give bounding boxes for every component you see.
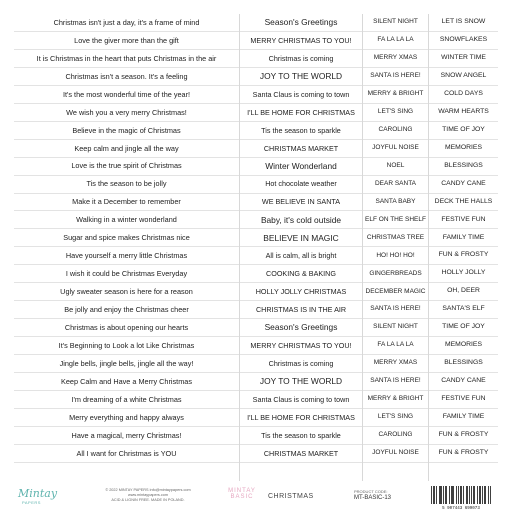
- medium-sticker: HOLLY JOLLY CHRISTMAS: [240, 283, 362, 301]
- footer: [0, 484, 512, 512]
- medium-sticker: All is calm, all is bright: [240, 247, 362, 265]
- short-sticker: FESTIVE FUN: [429, 391, 498, 409]
- small-sticker: ELF ON THE SHELF: [363, 211, 428, 229]
- barcode-bar: [431, 486, 432, 504]
- short-sticker: MEMORIES: [429, 140, 498, 158]
- small-sticker: MERRY & BRIGHT: [363, 391, 428, 409]
- product-code-label: PRODUCT CODE:: [354, 489, 388, 494]
- small-sticker: LET'S SING: [363, 409, 428, 427]
- copyright-line: ACID & LIGNIN FREE. MADE IN POLAND.: [111, 498, 185, 502]
- mintay-logo: Mintay: [18, 487, 58, 500]
- brand-line: BASIC: [230, 494, 254, 500]
- barcode-bar: [449, 486, 450, 504]
- phrase-sticker: We wish you a very merry Christmas!: [14, 104, 239, 122]
- barcode-bar: [446, 486, 447, 504]
- medium-sticker: Christmas is coming: [240, 355, 362, 373]
- phrase-sticker: Make it a December to remember: [14, 194, 239, 212]
- medium-sticker: CHRISTMAS MARKET: [240, 140, 362, 158]
- medium-phrases-column: [240, 14, 363, 481]
- barcode: [430, 486, 492, 510]
- barcode-bar: [451, 486, 452, 504]
- short-sticker: SNOW ANGEL: [429, 68, 498, 86]
- phrase-sticker: Believe in the magic of Christmas: [14, 122, 239, 140]
- short-sticker: BLESSINGS: [429, 158, 498, 176]
- small-sticker: JOYFUL NOISE: [363, 445, 428, 463]
- barcode-bar: [441, 486, 442, 504]
- barcode-bar: [436, 486, 437, 504]
- phrase-sticker: It's the most wonderful time of the year!: [14, 86, 239, 104]
- collection-name: CHRISTMAS: [268, 493, 314, 500]
- short-sticker: COLD DAYS: [429, 86, 498, 104]
- medium-sticker: MERRY CHRISTMAS TO YOU!: [240, 337, 362, 355]
- short-sticker: FAMILY TIME: [429, 409, 498, 427]
- barcode-bar: [452, 486, 453, 504]
- short-sticker: FESTIVE FUN: [429, 211, 498, 229]
- barcode-bar: [485, 486, 486, 504]
- small-sticker: SILENT NIGHT: [363, 319, 428, 337]
- medium-sticker: COOKING & BAKING: [240, 265, 362, 283]
- barcode-bar: [473, 486, 474, 504]
- small-words-column: [363, 14, 429, 481]
- phrase-sticker: Christmas isn't a season. It's a feeling: [14, 68, 239, 86]
- short-sticker: SNOWFLAKES: [429, 32, 498, 50]
- medium-sticker: WE BELIEVE IN SANTA: [240, 194, 362, 212]
- phrase-sticker: It's Beginning to Look a lot Like Christmas: [14, 337, 239, 355]
- barcode-bar: [479, 486, 480, 504]
- small-sticker: SANTA BABY: [363, 194, 428, 212]
- phrases-column: [14, 14, 240, 481]
- barcode-bar: [440, 486, 441, 504]
- barcode-number: 5 907443 699073: [442, 507, 480, 510]
- phrase-sticker: Keep Calm and Have a Merry Christmas: [14, 373, 239, 391]
- medium-sticker: CHRISTMAS MARKET: [240, 445, 362, 463]
- barcode-bar: [434, 486, 435, 504]
- short-sticker: OH, DEER: [429, 283, 498, 301]
- small-sticker: MERRY XMAS: [363, 355, 428, 373]
- phrase-sticker: Christmas isn't just a day, it's a frame of mind: [14, 14, 239, 32]
- medium-sticker: Winter Wonderland: [240, 158, 362, 176]
- medium-sticker: Baby, it's cold outside: [240, 211, 362, 229]
- medium-sticker: Santa Claus is coming to town: [240, 391, 362, 409]
- small-sticker: FA LA LA LA: [363, 32, 428, 50]
- medium-sticker: Season's Greetings: [240, 319, 362, 337]
- medium-sticker: CHRISTMAS IS IN THE AIR: [240, 301, 362, 319]
- small-sticker: LET'S SING: [363, 104, 428, 122]
- barcode-bar: [477, 486, 478, 504]
- small-sticker: SANTA IS HERE!: [363, 301, 428, 319]
- medium-sticker: BELIEVE IN MAGIC: [240, 229, 362, 247]
- small-sticker: CAROLING: [363, 427, 428, 445]
- phrase-sticker: Have yourself a merry little Christmas: [14, 247, 239, 265]
- small-sticker: NOEL: [363, 158, 428, 176]
- phrase-sticker: Ugly sweater season is here for a reason: [14, 283, 239, 301]
- phrase-sticker: I wish it could be Christmas Everyday: [14, 265, 239, 283]
- phrase-sticker: Sugar and spice makes Christmas nice: [14, 229, 239, 247]
- medium-sticker: Hot chocolate weather: [240, 176, 362, 194]
- short-sticker: FAMILY TIME: [429, 229, 498, 247]
- short-sticker: FUN & FROSTY: [429, 427, 498, 445]
- short-sticker: FUN & FROSTY: [429, 445, 498, 463]
- product-code: MT-BASIC-13: [354, 495, 392, 501]
- phrase-sticker: Jingle bells, jingle bells, jingle all the way!: [14, 355, 239, 373]
- barcode-bar: [466, 486, 467, 504]
- short-sticker: HOLLY JOLLY: [429, 265, 498, 283]
- phrase-sticker: Be jolly and enjoy the Christmas cheer: [14, 301, 239, 319]
- phrase-sticker: Love is the true spirit of Christmas: [14, 158, 239, 176]
- small-sticker: JOYFUL NOISE: [363, 140, 428, 158]
- barcode-bar: [471, 486, 472, 504]
- short-sticker: TIME OF JOY: [429, 319, 498, 337]
- medium-sticker: Christmas is coming: [240, 50, 362, 68]
- short-sticker: TIME OF JOY: [429, 122, 498, 140]
- barcode-bar: [456, 486, 457, 504]
- barcode-bar: [484, 486, 485, 504]
- barcode-bar: [460, 486, 461, 504]
- short-sticker: FUN & FROSTY: [429, 247, 498, 265]
- small-sticker: CAROLING: [363, 122, 428, 140]
- barcode-bar: [461, 486, 462, 504]
- small-sticker: MERRY XMAS: [363, 50, 428, 68]
- barcode-bar: [439, 486, 440, 504]
- phrase-sticker: All I want for Christmas is YOU: [14, 445, 239, 463]
- brand-line: MINTAY: [228, 488, 256, 494]
- phrase-sticker: It is Christmas in the heart that puts Christmas in the air: [14, 50, 239, 68]
- barcode-bar: [458, 486, 459, 504]
- sticker-sheet: [14, 14, 498, 484]
- copyright-info: [88, 488, 208, 503]
- copyright-line: © 2022 MINTAY PAPERS info@mintaypapers.com: [105, 488, 191, 492]
- barcode-bar: [433, 486, 434, 504]
- phrase-sticker: Christmas is about opening our hearts: [14, 319, 239, 337]
- brand-logo: [222, 488, 262, 500]
- medium-sticker: Santa Claus is coming to town: [240, 86, 362, 104]
- short-sticker: DECK THE HALLS: [429, 194, 498, 212]
- barcode-bar: [463, 486, 464, 504]
- barcode-bar: [467, 486, 468, 504]
- small-sticker: MERRY & BRIGHT: [363, 86, 428, 104]
- medium-sticker: Season's Greetings: [240, 14, 362, 32]
- short-sticker: WARM HEARTS: [429, 104, 498, 122]
- barcode-bar: [480, 486, 481, 504]
- barcode-bar: [445, 486, 446, 504]
- short-sticker: WINTER TIME: [429, 50, 498, 68]
- small-sticker: SANTA IS HERE!: [363, 373, 428, 391]
- small-sticker: DECEMBER MAGIC: [363, 283, 428, 301]
- small-sticker: GINGERBREADS: [363, 265, 428, 283]
- phrase-sticker: Keep calm and jingle all the way: [14, 140, 239, 158]
- small-sticker: SANTA IS HERE!: [363, 68, 428, 86]
- short-sticker: LET IS SNOW: [429, 14, 498, 32]
- barcode-bar: [453, 486, 454, 504]
- small-sticker: FA LA LA LA: [363, 337, 428, 355]
- medium-sticker: MERRY CHRISTMAS TO YOU!: [240, 32, 362, 50]
- small-sticker: HO! HO! HO!: [363, 247, 428, 265]
- short-sticker: MEMORIES: [429, 337, 498, 355]
- short-words-column: [429, 14, 498, 481]
- short-sticker: BLESSINGS: [429, 355, 498, 373]
- phrase-sticker: Have a magical, merry Christmas!: [14, 427, 239, 445]
- phrase-sticker: I'm dreaming of a white Christmas: [14, 391, 239, 409]
- copyright-line: www.mintaypapers.com: [127, 493, 169, 497]
- barcode-bar: [443, 486, 444, 504]
- short-sticker: CANDY CANE: [429, 176, 498, 194]
- medium-sticker: JOY TO THE WORLD: [240, 68, 362, 86]
- phrase-sticker: Merry everything and happy always: [14, 409, 239, 427]
- barcode-bar: [488, 486, 489, 504]
- phrase-sticker: Love the giver more than the gift: [14, 32, 239, 50]
- short-sticker: SANTA'S ELF: [429, 301, 498, 319]
- barcode-bar: [474, 486, 475, 504]
- small-sticker: CHRISTMAS TREE: [363, 229, 428, 247]
- medium-sticker: I'LL BE HOME FOR CHRISTMAS: [240, 409, 362, 427]
- small-sticker: SILENT NIGHT: [363, 14, 428, 32]
- barcode-bar: [469, 486, 470, 504]
- short-sticker: CANDY CANE: [429, 373, 498, 391]
- mintay-logo-subtitle: PAPERS: [22, 500, 41, 505]
- barcode-bar: [482, 486, 483, 504]
- medium-sticker: I'LL BE HOME FOR CHRISTMAS: [240, 104, 362, 122]
- phrase-sticker: Walking in a winter wonderland: [14, 211, 239, 229]
- small-sticker: DEAR SANTA: [363, 176, 428, 194]
- phrase-sticker: Tis the season to be jolly: [14, 176, 239, 194]
- medium-sticker: JOY TO THE WORLD: [240, 373, 362, 391]
- barcode-bar: [490, 486, 491, 504]
- medium-sticker: Tis the season to sparkle: [240, 122, 362, 140]
- medium-sticker: Tis the season to sparkle: [240, 427, 362, 445]
